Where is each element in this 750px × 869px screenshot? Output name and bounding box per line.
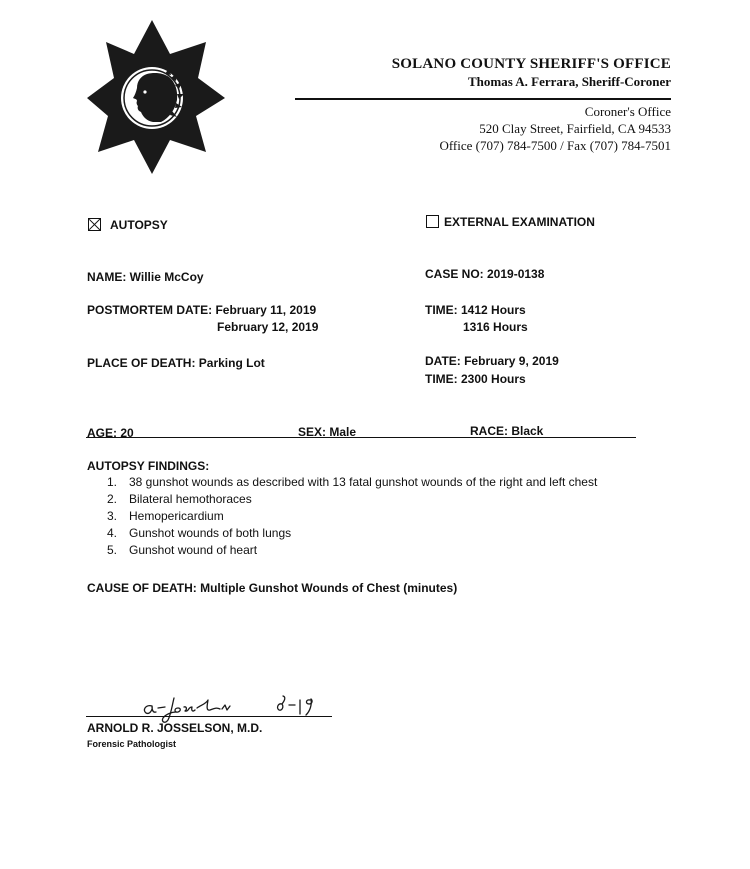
coroner-phone: Office (707) 784-7500 / Fax (707) 784-7501 — [439, 138, 671, 153]
postmortem-date-1: POSTMORTEM DATE: February 11, 2019 — [87, 303, 317, 317]
finding-item: 2. Bilateral hemothoraces — [107, 492, 252, 506]
date-of-death: DATE: February 9, 2019 — [425, 354, 559, 368]
sheriff-name: Thomas A. Ferrara, Sheriff-Coroner — [467, 74, 671, 89]
coroner-office-label: Coroner's Office — [584, 104, 671, 119]
external-examination-label: EXTERNAL EXAMINATION — [444, 215, 595, 229]
place-of-death: PLACE OF DEATH: Parking Lot — [87, 356, 265, 370]
race-field: RACE: Black — [470, 424, 544, 438]
external-examination-checkbox[interactable] — [426, 215, 439, 228]
finding-item: 1. 38 gunshot wounds as described with 13 fatal gunshot wounds of the right and left chest — [107, 475, 598, 489]
autopsy-findings-list — [107, 474, 597, 559]
finding-item: 5. Gunshot wound of heart — [107, 543, 258, 557]
postmortem-date-2: February 12, 2019 — [217, 320, 319, 334]
age-field: AGE: 20 — [87, 426, 134, 440]
header-divider — [295, 98, 671, 100]
decedent-name: NAME: Willie McCoy — [87, 270, 204, 284]
finding-item: 3. Hemopericardium — [107, 509, 224, 523]
postmortem-time-2: 1316 Hours — [463, 320, 528, 334]
autopsy-findings-heading: AUTOPSY FINDINGS: — [87, 459, 210, 473]
finding-item: 4. Gunshot wounds of both lungs — [107, 526, 292, 540]
signature-line — [86, 716, 332, 717]
case-number: CASE NO: 2019-0138 — [425, 267, 545, 281]
postmortem-time-1: TIME: 1412 Hours — [425, 303, 526, 317]
pathologist-title: Forensic Pathologist — [87, 739, 177, 749]
cause-of-death: CAUSE OF DEATH: Multiple Gunshot Wounds of Chest (minutes) — [87, 581, 458, 595]
pathologist-name: ARNOLD R. JOSSELSON, M.D. — [87, 721, 263, 735]
autopsy-label: AUTOPSY — [110, 218, 168, 232]
sheriff-star-badge-logo — [85, 18, 227, 176]
coroner-address: 520 Clay Street, Fairfield, CA 94533 — [479, 121, 671, 136]
time-of-death: TIME: 2300 Hours — [425, 372, 526, 386]
sex-field: SEX: Male — [298, 425, 357, 439]
autopsy-checkbox[interactable] — [88, 218, 101, 231]
demographics-underline — [86, 437, 636, 438]
office-name: SOLANO COUNTY SHERIFF'S OFFICE — [391, 56, 671, 72]
